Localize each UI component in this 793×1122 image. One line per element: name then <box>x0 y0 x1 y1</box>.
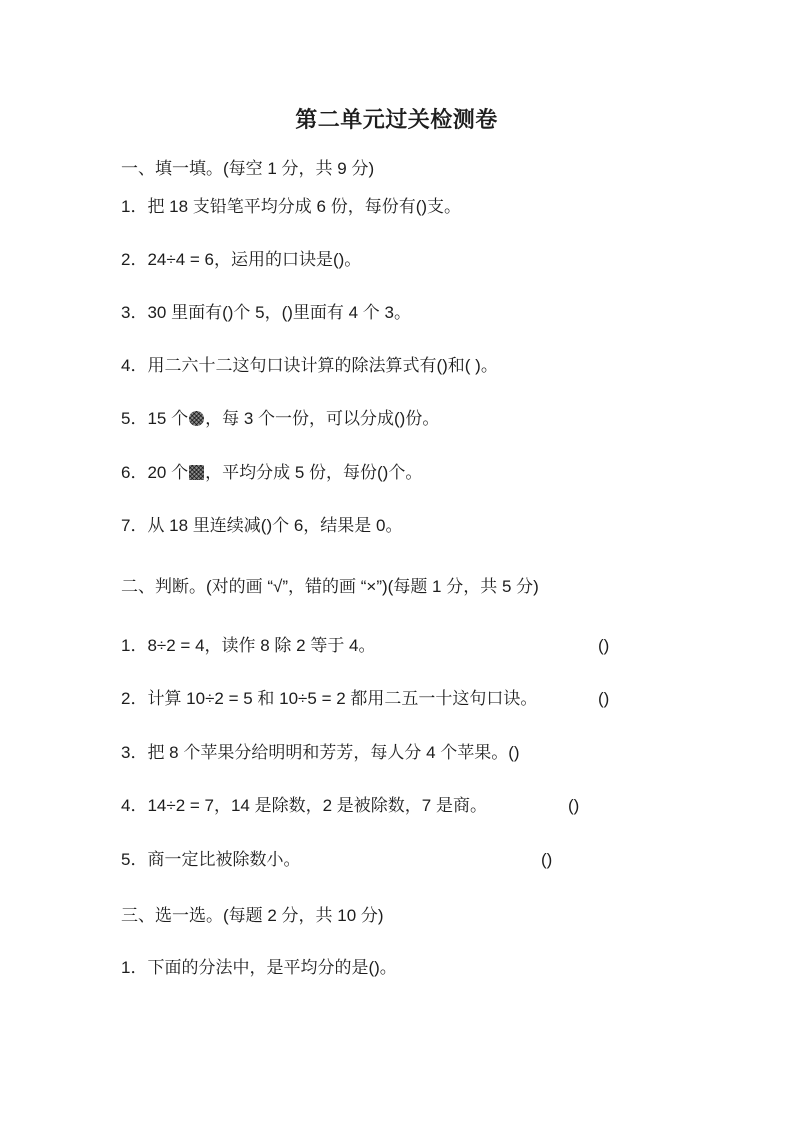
answer-bracket: () <box>598 689 610 708</box>
question-item: 7．从 18 里连续减()个 6，结果是 0。 <box>121 516 403 535</box>
question-text: 5．商一定比被除数小。 <box>121 850 301 869</box>
document-title: 第二单元过关检测卷 <box>295 107 498 132</box>
question-item <box>121 462 753 483</box>
question-item: 1．下面的分法中，是平均分的是()。 <box>121 958 397 977</box>
answer-bracket: () <box>568 796 580 815</box>
question-text: 2．计算 10÷2 = 5 和 10÷5 = 2 都用二五一十这句口诀。 <box>121 689 538 708</box>
hatched-square-icon <box>189 465 204 480</box>
hatched-ball-icon <box>189 411 204 426</box>
question-item: 2．24÷4 = 6，运用的口诀是()。 <box>121 250 362 269</box>
question-text: ，平均分成 5 份，每份()个。 <box>205 463 423 482</box>
section-3-heading: 三、选一选。(每题 2 分，共 10 分) <box>121 906 384 925</box>
section-2-heading: 二、判断。(对的画 “√”，错的画 “×”)(每题 1 分，共 5 分) <box>121 577 539 596</box>
answer-bracket: () <box>541 850 553 869</box>
question-text: 3．把 8 个苹果分给明明和芳芳，每人分 4 个苹果。 <box>121 743 509 762</box>
question-text: 6．20 个 <box>121 463 189 482</box>
answer-bracket: () <box>598 636 610 655</box>
question-item: 4．用二六十二这句口诀计算的除法算式有()和( )。 <box>121 356 498 375</box>
question-text: 5．15 个 <box>121 409 189 428</box>
question-item <box>121 849 753 870</box>
question-item <box>121 408 753 429</box>
question-text: 4．14÷2 = 7，14 是除数，2 是被除数，7 是商。 <box>121 796 487 815</box>
section-1-heading: 一、填一填。(每空 1 分，共 9 分) <box>121 159 375 178</box>
question-item <box>121 742 753 763</box>
question-text: 1．8÷2 = 4，读作 8 除 2 等于 4。 <box>121 636 376 655</box>
answer-bracket: () <box>508 743 520 762</box>
question-item <box>121 795 753 816</box>
question-item: 3．30 里面有()个 5，()里面有 4 个 3。 <box>121 303 411 322</box>
question-item: 1．把 18 支铅笔平均分成 6 份，每份有()支。 <box>121 197 462 216</box>
question-item <box>121 688 753 709</box>
question-item <box>121 635 753 656</box>
question-text: ，每 3 个一份，可以分成()份。 <box>205 409 440 428</box>
